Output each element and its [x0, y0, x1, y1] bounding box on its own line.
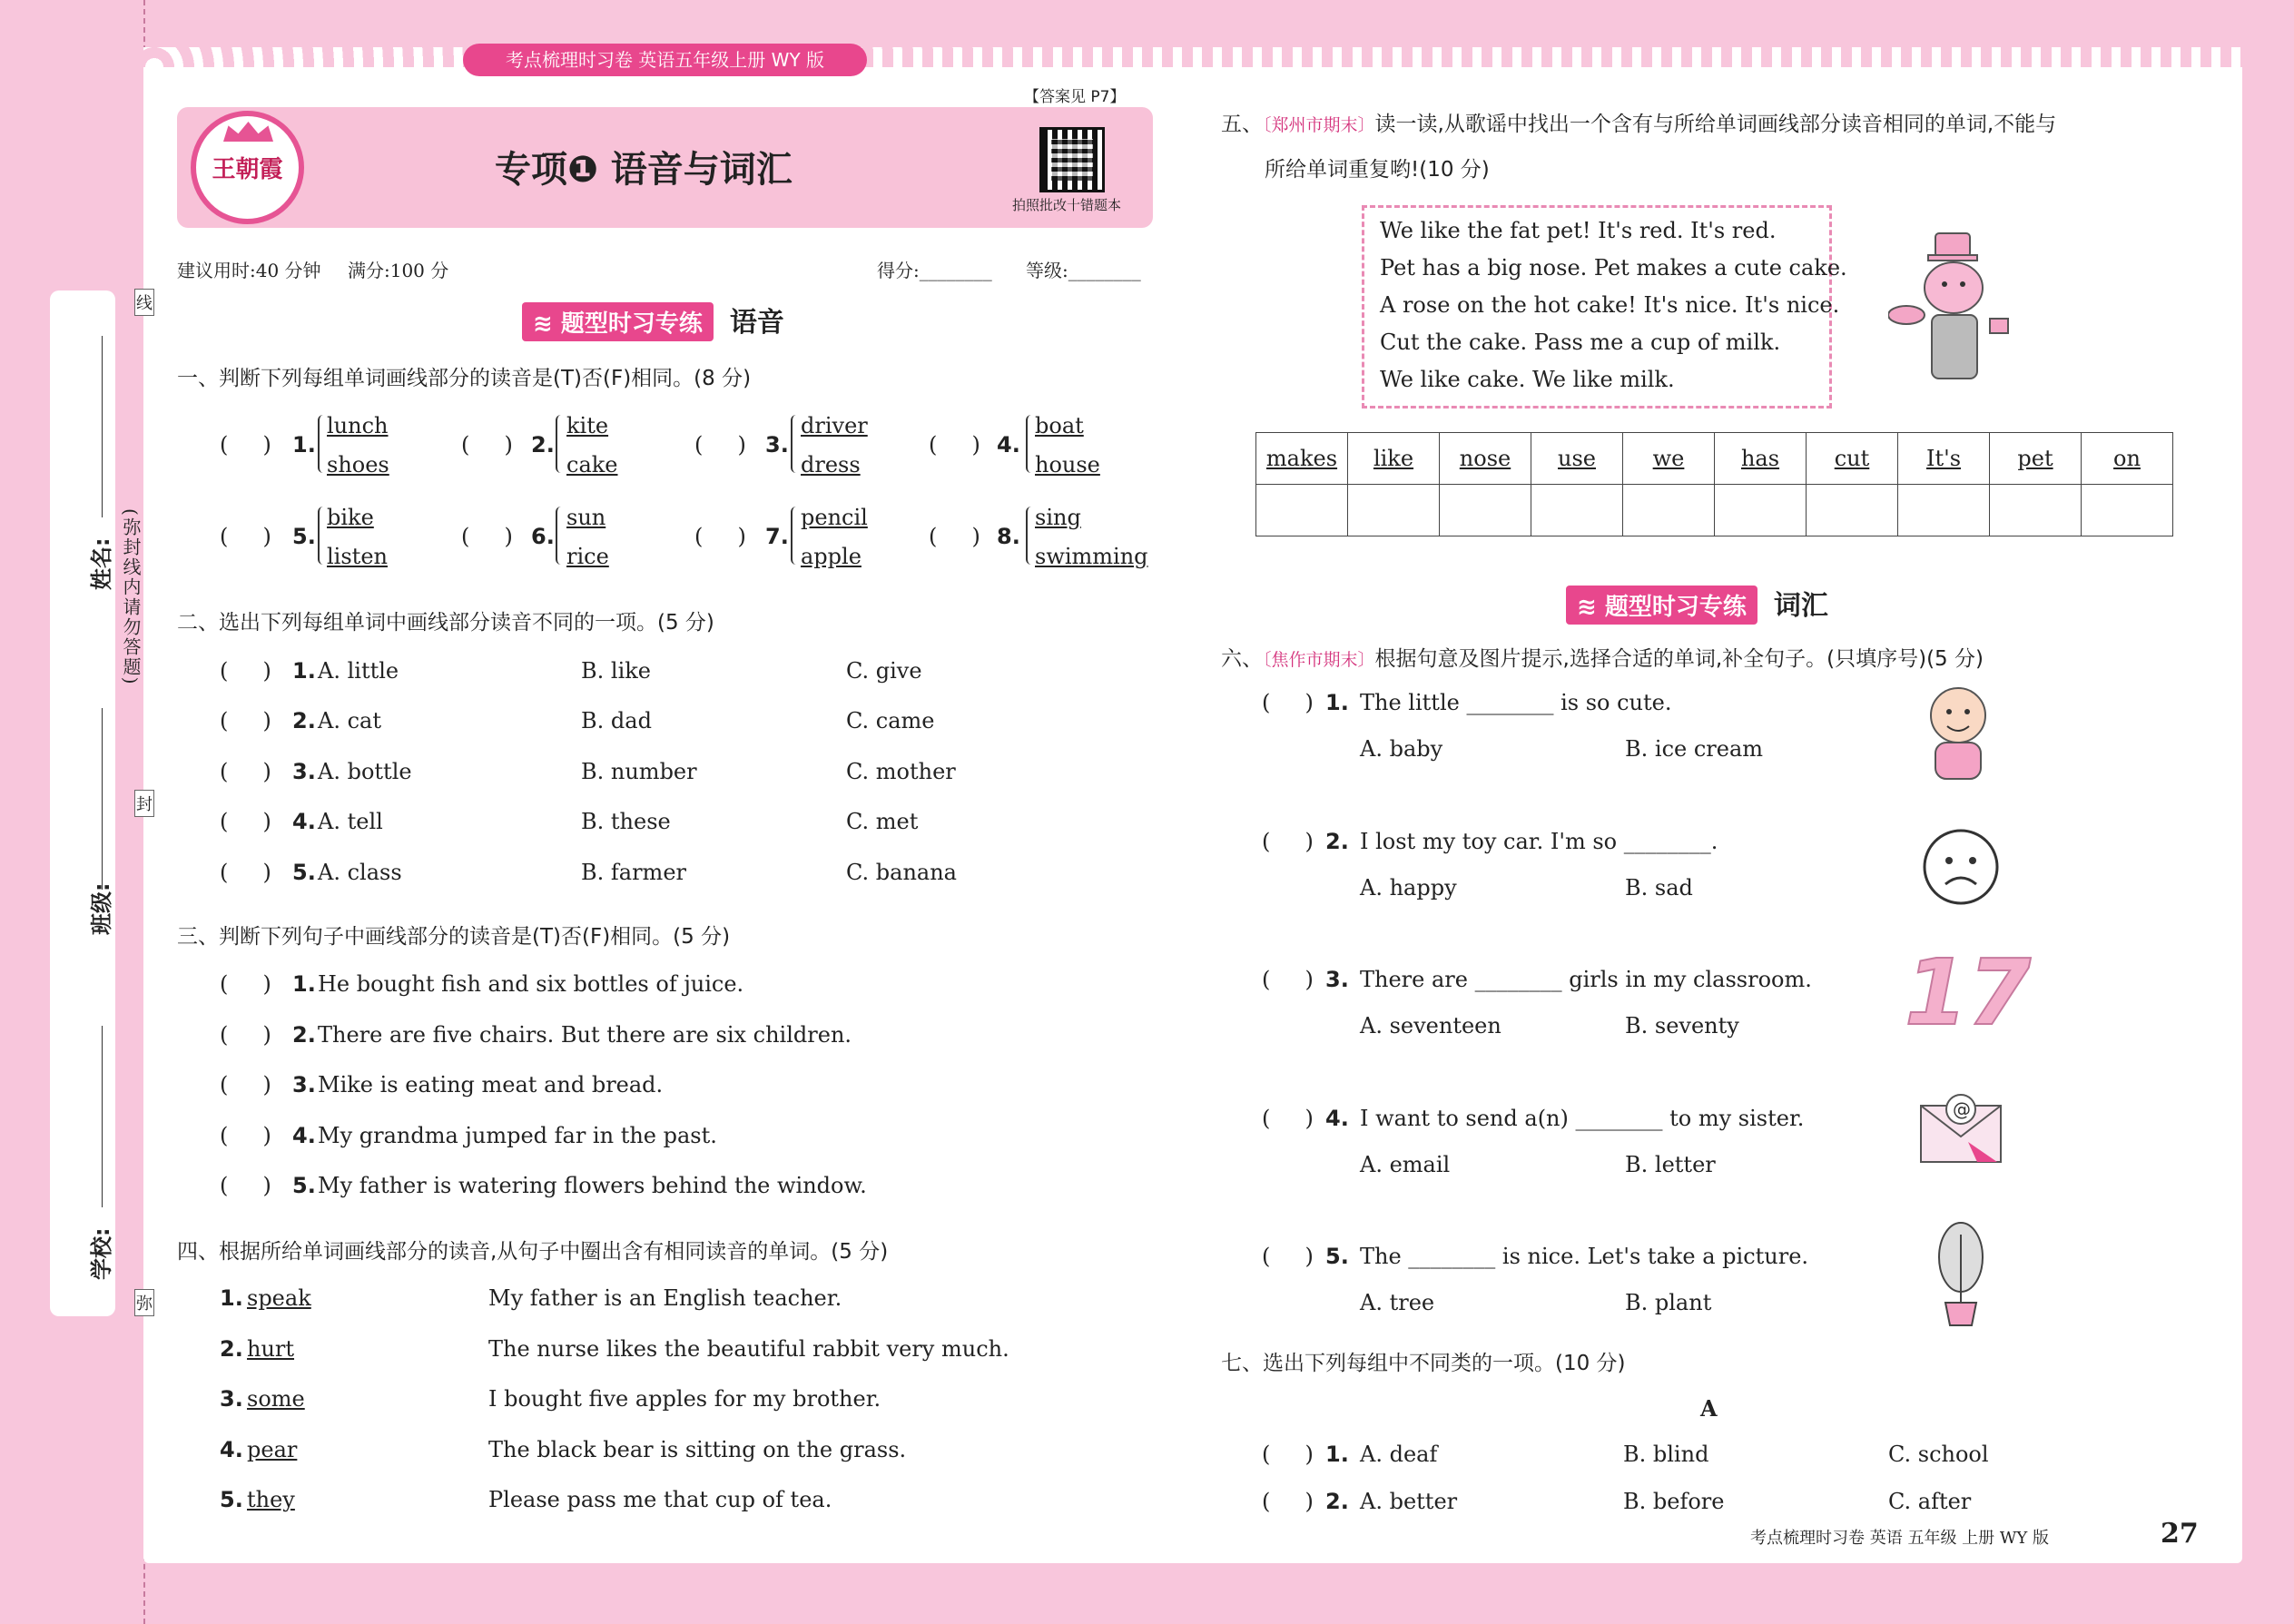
option-a: A. tell [318, 809, 383, 834]
option-b: B. like [581, 658, 651, 684]
brace [318, 415, 327, 473]
answer-paren[interactable]: ( ) [220, 971, 271, 997]
word-a: lunch [327, 413, 389, 438]
full-score: 满分:100 分 [348, 260, 449, 281]
answer-cell[interactable] [1440, 485, 1531, 536]
option-a: A. cat [318, 708, 381, 733]
sentence: The ________ is nice. Let's take a picture. [1360, 1244, 1809, 1269]
option-a: A. deaf [1360, 1442, 1438, 1467]
q7-heading: 七、选出下列每组中不同类的一项。(10 分) [1221, 1352, 1626, 1375]
q5-heading-cont: 所给单词重复哟!(10 分) [1265, 158, 1490, 182]
word-b: house [1035, 452, 1100, 477]
brace [556, 415, 565, 473]
cat-waiter-illustration [1888, 231, 2024, 390]
answer-paren[interactable]: ( ) [220, 524, 271, 549]
option-b: B. seventy [1625, 1013, 1739, 1038]
item-number: 5. [292, 524, 316, 549]
chant-line: We like the fat pet! It's red. It's red. [1380, 218, 1777, 243]
item-number: 8. [997, 524, 1020, 549]
item-number: 4. [292, 1123, 316, 1148]
sentence: I lost my toy car. I'm so ________. [1360, 829, 1718, 854]
answer-paren[interactable]: ( ) [220, 1123, 271, 1148]
table-cell: It's [1898, 433, 1990, 485]
option-b: B. plant [1625, 1290, 1712, 1315]
answer-paren[interactable]: ( ) [1262, 829, 1314, 854]
page-footer: 考点梳理时习卷 英语 五年级 上册 WY 版 [1750, 1529, 2049, 1548]
word-a: bike [327, 505, 374, 530]
word-a: driver [801, 413, 868, 438]
wave-border [143, 47, 2242, 67]
school-label: 学校: [89, 1227, 114, 1280]
option-a: A. class [318, 860, 402, 885]
answer-paren[interactable]: ( ) [220, 1022, 271, 1048]
brace [1026, 415, 1035, 473]
item-number: 3. [765, 432, 789, 458]
sentence: My grandma jumped far in the past. [318, 1123, 717, 1148]
option-b: B. blind [1623, 1442, 1709, 1467]
option-c: C. after [1888, 1489, 1972, 1514]
brace [318, 507, 327, 565]
q5-number: 五、 [1221, 113, 1263, 136]
binding-strip [50, 290, 115, 1316]
given-word: hurt [247, 1336, 295, 1362]
answer-cell[interactable] [1348, 485, 1440, 536]
table-cell: use [1531, 433, 1623, 485]
brand-logo [191, 111, 304, 224]
word-a: pencil [801, 505, 868, 530]
table-cell: makes [1256, 433, 1348, 485]
sentence: My father is an English teacher. [488, 1285, 842, 1311]
item-number: 2. [292, 1022, 316, 1048]
item-number: 1. [292, 971, 316, 997]
item-number: 5. [292, 860, 316, 885]
item-number: 7. [765, 524, 789, 549]
answer-reference: 【答案见 P7】 [1024, 88, 1126, 106]
option-c: C. give [846, 658, 922, 684]
item-number: 1. [1325, 690, 1349, 715]
answer-cell[interactable] [1715, 485, 1807, 536]
answer-cell[interactable] [1807, 485, 1898, 536]
answer-paren[interactable]: ( ) [220, 809, 271, 834]
sad-face-icon [1922, 828, 2000, 906]
baby-icon [1917, 681, 1999, 785]
answer-paren[interactable]: ( ) [220, 1072, 271, 1097]
word-b: rice [566, 544, 609, 569]
sentence: There are ________ girls in my classroom. [1360, 967, 1812, 992]
word-b: dress [801, 452, 861, 477]
phonics-header [522, 300, 784, 341]
q2-heading: 二、选出下列每组单词中画线部分读音不同的一项。(5 分) [177, 611, 714, 635]
word-a: kite [566, 413, 609, 438]
sentence: The nurse likes the beautiful rabbit very much. [488, 1336, 1009, 1362]
given-word: speak [247, 1285, 311, 1311]
option-a: A. bottle [318, 759, 412, 784]
brace [556, 507, 565, 565]
answer-paren[interactable]: ( ) [220, 432, 271, 458]
q6-number: 六、 [1221, 647, 1263, 671]
option-a: A. seventeen [1360, 1013, 1501, 1038]
given-word: they [247, 1487, 295, 1512]
q5-heading [1221, 107, 2056, 137]
item-number: 4. [1325, 1106, 1349, 1131]
answer-paren[interactable]: ( ) [220, 759, 271, 784]
name-line [102, 336, 103, 517]
answer-paren[interactable]: ( ) [1262, 1106, 1314, 1131]
chant-line: A rose on the hot cake! It's nice. It's nice. [1380, 292, 1840, 318]
given-word: pear [247, 1437, 298, 1462]
item-number: 3. [292, 1072, 316, 1097]
word-b: shoes [327, 452, 389, 477]
qr-code-icon[interactable] [1039, 127, 1105, 192]
name-label: 姓名: [89, 537, 114, 590]
item-number: 4. [292, 809, 316, 834]
option-b: B. farmer [581, 860, 686, 885]
q6-heading [1221, 642, 1984, 672]
answer-paren[interactable]: ( ) [1262, 1442, 1314, 1467]
chant-line: We like cake. We like milk. [1380, 367, 1675, 392]
option-b: B. ice cream [1625, 736, 1764, 762]
item-number: 1. [220, 1285, 243, 1311]
sentence: My father is watering flowers behind the window. [318, 1173, 867, 1198]
chant-line: Cut the cake. Pass me a cup of milk. [1380, 330, 1781, 355]
option-b: B. number [581, 759, 697, 784]
answer-paren[interactable]: ( ) [220, 1173, 271, 1198]
table-cell: on [2082, 433, 2173, 485]
table-cell: has [1715, 433, 1807, 485]
seal-mark-xian: 线 [134, 289, 154, 316]
answer-paren[interactable]: ( ) [1262, 1244, 1314, 1269]
seal-note: (弥封线内请勿答题) [120, 508, 142, 686]
option-b: B. dad [581, 708, 652, 733]
answer-paren[interactable]: ( ) [461, 432, 513, 458]
word-a: boat [1035, 413, 1084, 438]
series-banner: 考点梳理时习卷 英语五年级上册 WY 版 [463, 44, 867, 76]
answer-paren[interactable]: ( ) [694, 524, 746, 549]
answer-cell[interactable] [2082, 485, 2173, 536]
school-line [102, 1026, 103, 1207]
answer-paren[interactable]: ( ) [461, 524, 513, 549]
item-number: 3. [1325, 967, 1349, 992]
table-cell: pet [1990, 433, 2082, 485]
table-header-row [1256, 433, 2173, 485]
option-b: B. letter [1625, 1152, 1716, 1177]
sentence: There are five chairs. But there are six children. [318, 1022, 852, 1048]
item-number: 2. [220, 1336, 243, 1362]
word-a: sing [1035, 505, 1081, 530]
qr-caption: 拍照批改十错题本 [1012, 197, 1122, 213]
q5-text: 读一读,从歌谣中找出一个含有与所给单词画线部分读音相同的单词,不能与 [1374, 113, 2057, 136]
sentence: I bought five apples for my brother. [488, 1386, 881, 1412]
q5-source: 〔郑州市期末〕 [1263, 115, 1375, 135]
sentence: Please pass me that cup of tea. [488, 1487, 832, 1512]
page-number: 27 [2161, 1518, 2199, 1550]
item-number: 3. [292, 759, 316, 784]
option-a: A. tree [1360, 1290, 1435, 1315]
word-a: sun [566, 505, 606, 530]
svg-text:@: @ [1953, 1098, 1971, 1120]
group-label: A [1700, 1395, 1718, 1422]
word-b: apple [801, 544, 861, 569]
item-number: 3. [220, 1386, 243, 1412]
brace [791, 507, 800, 565]
item-number: 5. [220, 1487, 243, 1512]
q3-heading: 三、判断下列句子中画线部分的读音是(T)否(F)相同。(5 分) [177, 925, 731, 949]
phonics-title: 语音 [729, 307, 784, 339]
seal-mark-mi: 弥 [134, 1289, 154, 1316]
chant-line: Pet has a big nose. Pet makes a cute cake. [1380, 255, 1847, 281]
given-word: some [247, 1386, 305, 1412]
table-cell: we [1623, 433, 1715, 485]
email-envelope-icon [1914, 1078, 2009, 1174]
option-c: C. school [1888, 1442, 1989, 1467]
sentence: I want to send a(n) ________ to my sister. [1360, 1106, 1805, 1131]
crown-icon [223, 122, 273, 142]
sentence: He bought fish and six bottles of juice. [318, 971, 744, 997]
answer-paren[interactable]: ( ) [929, 524, 980, 549]
answer-paren[interactable]: ( ) [694, 432, 746, 458]
answer-table [1255, 432, 2173, 536]
brace [1026, 507, 1035, 565]
vocab-header [1566, 583, 1828, 625]
word-b: listen [327, 544, 388, 569]
answer-paren[interactable]: ( ) [1262, 1489, 1314, 1514]
option-c: C. came [846, 708, 935, 733]
practice-tag: ≋ 题型时习专练 [522, 302, 714, 341]
answer-cell[interactable] [1531, 485, 1623, 536]
class-label: 班级: [89, 882, 114, 935]
answer-cell[interactable] [1898, 485, 1990, 536]
sentence: The little ________ is so cute. [1360, 690, 1672, 715]
table-cell: like [1348, 433, 1440, 485]
q1-heading: 一、判断下列每组单词画线部分的读音是(T)否(F)相同。(8 分) [177, 367, 752, 390]
item-number: 6. [531, 524, 555, 549]
grade-field[interactable]: 等级:________ [1026, 260, 1141, 281]
option-a: A. happy [1360, 875, 1457, 901]
option-a: A. little [318, 658, 399, 684]
brace [791, 415, 800, 473]
option-c: C. mother [846, 759, 956, 784]
item-number: 2. [292, 708, 316, 733]
item-number: 2. [1325, 829, 1349, 854]
logo-text: 王朝霞 [212, 156, 283, 183]
item-number: 1. [292, 658, 316, 684]
item-number: 5. [292, 1173, 316, 1198]
answer-paren[interactable]: ( ) [1262, 967, 1314, 992]
q4-heading: 四、根据所给单词画线部分的读音,从句子中圈出含有相同读音的单词。(5 分) [177, 1240, 889, 1264]
answer-paren[interactable]: ( ) [929, 432, 980, 458]
answer-paren[interactable]: ( ) [220, 658, 271, 684]
sentence: The black bear is sitting on the grass. [488, 1437, 907, 1462]
option-c: C. met [846, 809, 919, 834]
practice-tag: ≋ 题型时习专练 [1566, 586, 1757, 625]
q6-source: 〔焦作市期末〕 [1263, 650, 1375, 670]
option-b: B. before [1623, 1489, 1725, 1514]
score-field[interactable]: 得分:________ [877, 260, 992, 281]
answer-cell[interactable] [1990, 485, 2082, 536]
item-number: 1. [292, 432, 316, 458]
item-number: 4. [220, 1437, 243, 1462]
table-cell: cut [1807, 433, 1898, 485]
item-number: 5. [1325, 1244, 1349, 1269]
class-line [102, 708, 103, 890]
answer-paren[interactable]: ( ) [1262, 690, 1314, 715]
answer-paren[interactable]: ( ) [220, 860, 271, 885]
vocab-title: 词汇 [1773, 590, 1828, 622]
item-number: 1. [1325, 1442, 1349, 1467]
suggested-time: 建议用时:40 分钟 [177, 260, 321, 281]
option-b: B. sad [1625, 875, 1693, 901]
q6-text: 根据句意及图片提示,选择合适的单词,补全句子。(只填序号)(5 分) [1374, 647, 1984, 671]
item-number: 4. [997, 432, 1020, 458]
word-b: cake [566, 452, 618, 477]
item-number: 2. [531, 432, 555, 458]
option-a: A. better [1360, 1489, 1458, 1514]
potted-plant-icon [1929, 1216, 1993, 1330]
answer-cell[interactable] [1256, 485, 1348, 536]
option-a: A. baby [1360, 736, 1443, 762]
sentence: Mike is eating meat and bread. [318, 1072, 664, 1097]
option-b: B. these [581, 809, 671, 834]
table-answer-row [1256, 485, 2173, 536]
item-number: 2. [1325, 1489, 1349, 1514]
option-c: C. banana [846, 860, 957, 885]
word-b: swimming [1035, 544, 1148, 569]
answer-cell[interactable] [1623, 485, 1715, 536]
option-a: A. email [1360, 1152, 1451, 1177]
number-seventeen-graphic: 17 [1905, 940, 2032, 1046]
table-cell: nose [1440, 433, 1531, 485]
answer-paren[interactable]: ( ) [220, 708, 271, 733]
seal-mark-feng: 封 [134, 790, 154, 817]
page-title: 专项❶ 语音与词汇 [495, 149, 793, 191]
